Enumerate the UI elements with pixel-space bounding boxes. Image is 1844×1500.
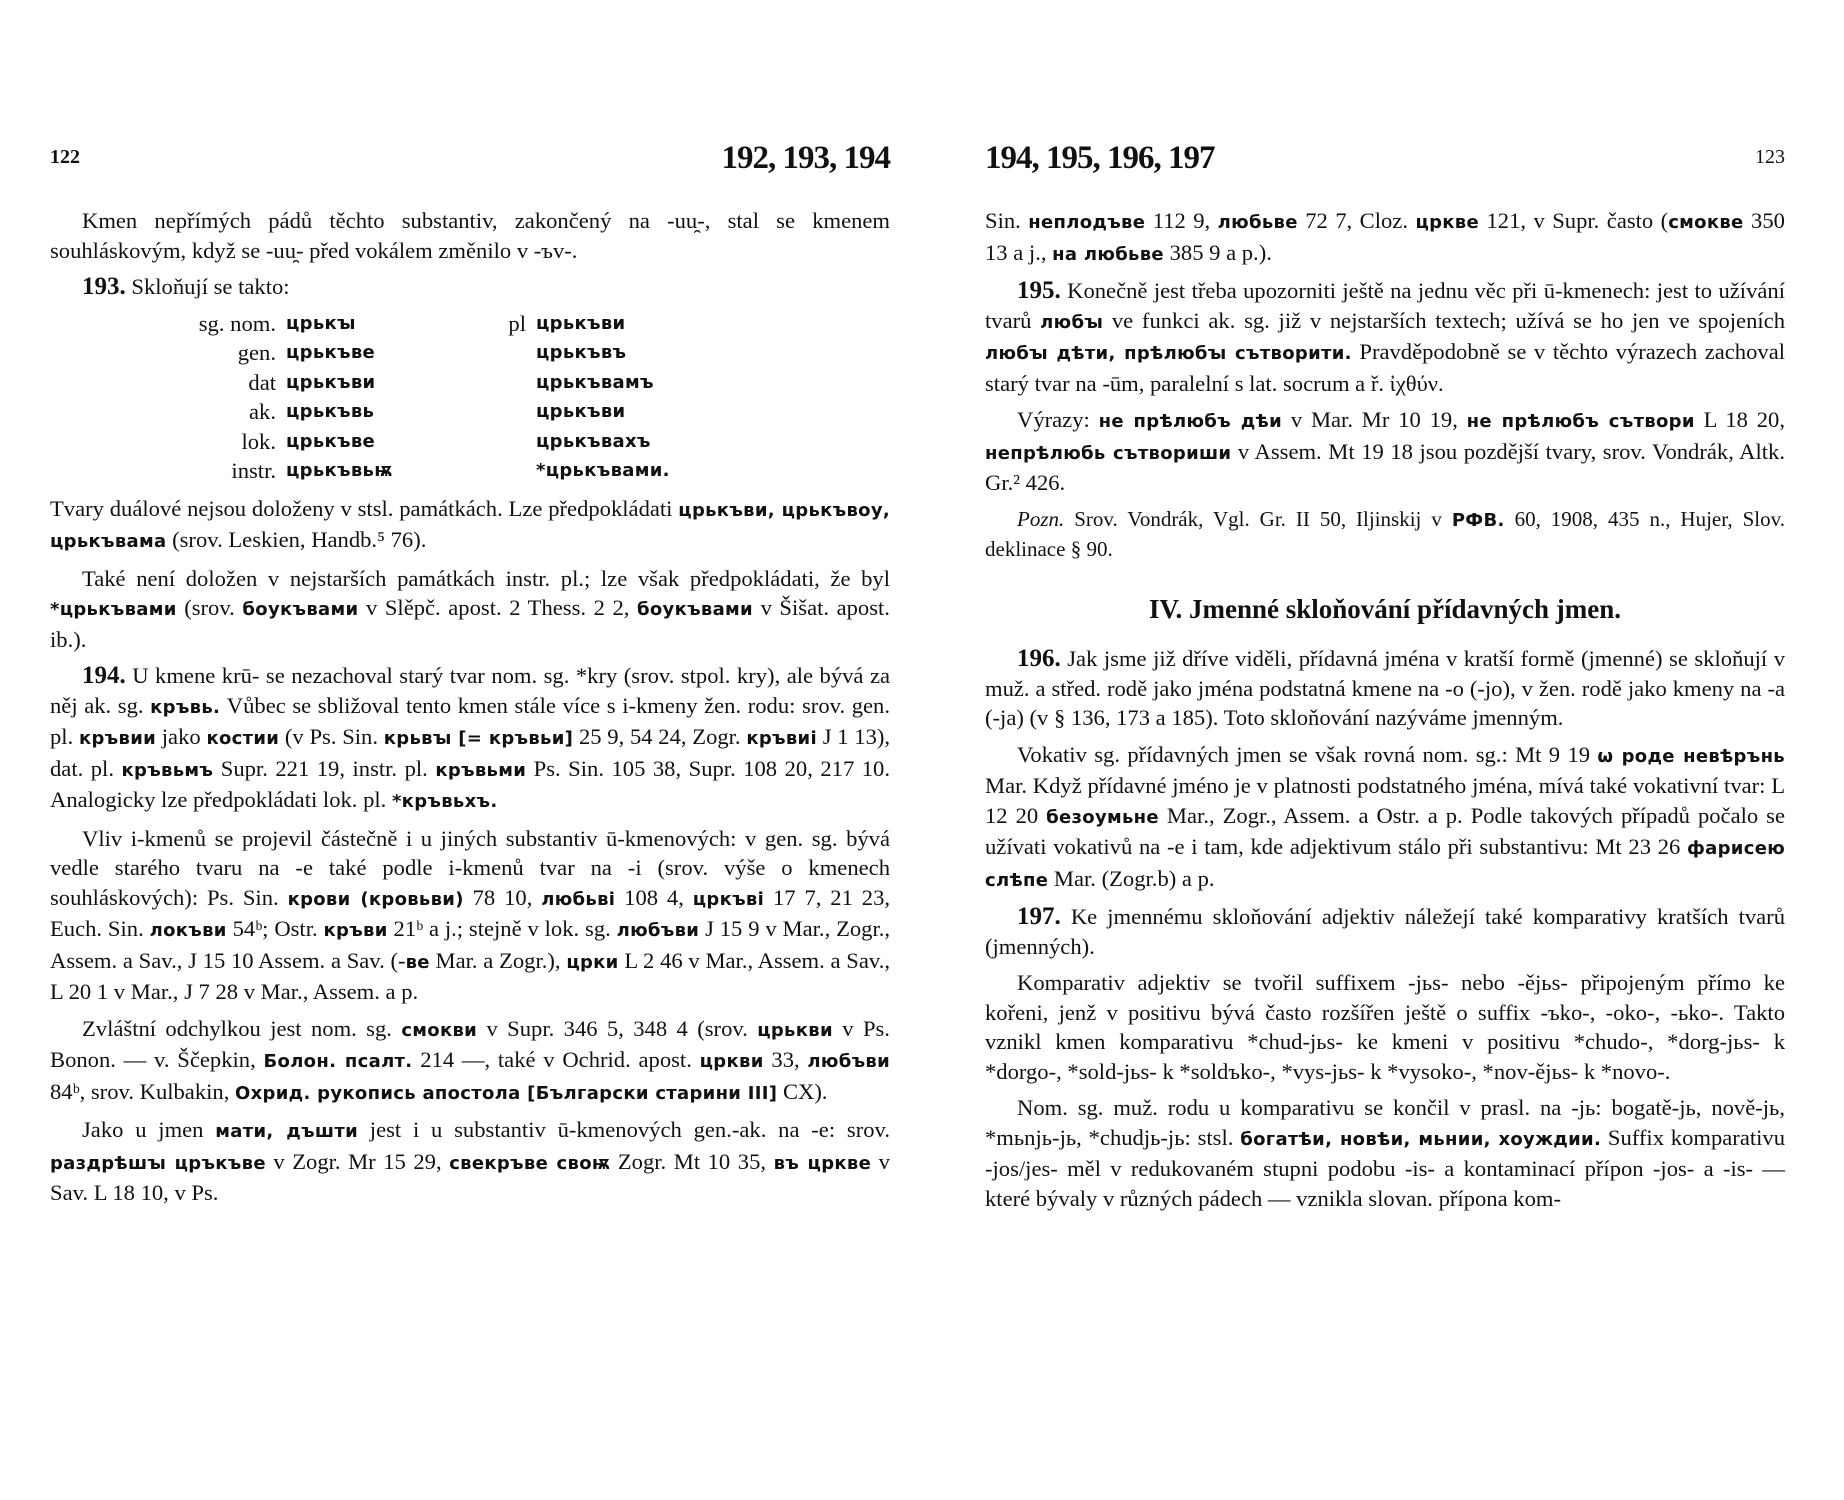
section-193: 193. Skloňují se takto: <box>82 273 290 300</box>
paragraph: Jako u jmen мати, дъшти jest i u substantiv ū-kmenových gen.-ak. na -e: srov. раздрѣшꙑ цръкъве v Zogr. Mr 15 29, свекръве своѭ Zogr. Mt 10 35, въ цркве v Sav. L 18 10, v Ps. <box>50 1117 891 1205</box>
singular-form: црькъве <box>286 430 376 452</box>
section-number: 196. <box>1017 645 1061 672</box>
plural-form: црькъви <box>536 312 626 334</box>
table-row <box>180 427 680 457</box>
section-range: 194, 195, 196, 197 <box>985 140 1215 176</box>
singular-form: црькꙑ <box>286 312 356 334</box>
case-label: gen. <box>237 340 276 365</box>
table-row <box>180 338 680 368</box>
table-row <box>180 368 680 398</box>
plural-form: црькъви <box>536 401 626 422</box>
section-number: 193. <box>82 273 126 300</box>
singular-form: црькъви <box>286 371 376 393</box>
paragraph: Výrazy: не прѣлюбъ дѣи v Mar. Mr 10 19, не прѣлюбъ сътвори L 18 20, непрѣлюбь сътвориши v Assem. Mt 19 18 jsou pozdější tvary, srov. Vondrák, Altk. Gr.² 426. <box>985 407 1785 495</box>
plural-form: црькъвамъ <box>536 371 654 393</box>
paragraph: Sin. неплодъве 112 9, любьве 72 7, Cloz. цркве 121, v Supr. často (смокве 350 13 a j., на любьве 385 9 a p.). <box>985 208 1785 265</box>
right-page <box>985 0 1785 1500</box>
section-195: 195. Konečně jest třeba upozorniti ještě na jednu věc při ū-kmenech: jest to užívání tvarů любꙑ ve funkci ak. sg. již v nejstarších textech; užívá se ho jen ve spojeních любꙑ дѣти, прѣлюбꙑ сътворити. Pravděpodobně se v těchto výrazech zachoval starý tvar na -ūm, paralelní s lat. socrum a ř. ἰχθύν. <box>985 277 1785 396</box>
paragraph: Vliv i-kmenů se projevil částečně i u jiných substantiv ū-kmenových: v gen. sg. bývá vedle starého tvaru na -e také podle i-kmenů tvar na -i (srov. výše o kmenech souhláskových): Ps. Sin. крови (кровьви) 78 10, любьві 108 4, цркъві 17 7, 21 23, Euch. Sin. локъви 54ᵇ; Ostr. кръви 21ᵇ a j.; stejně v lok. sg. любъви J 15 9 v Mar., Zogr., Assem. a Sav., J 15 10 Assem. a Sav. (-ве Mar. a Zogr.), црки L 2 46 v Mar., Assem. a Sav., L 20 1 v Mar., J 7 28 v Mar., Assem. a p. <box>50 825 891 1004</box>
section-number: 197. <box>1017 903 1061 930</box>
case-label: dat <box>248 369 276 395</box>
paragraph: Komparativ adjektiv se tvořil suffixem -jьs- nebo -ějьs- připojeným přímo ke kořeni, jenž v positivu bývá často rozšířen ještě o suffix -ъko-, -oko-, -ьko-. Takto vznikl kmen komparativu *chud-jьs- ke kmeni v positivu *chudo-, *dorg-jьs- k *dorgo-, *sold-jьs- k *soldъko-, *vys-jьs- k *vysoko-, *nov-ějьs- k *novo-. <box>985 970 1785 1084</box>
chapter-heading: IV. Jmenné skloňování přídavných jmen. <box>1148 593 1622 624</box>
right-page-body <box>985 206 1785 1220</box>
paragraph: Nom. sg. muž. rodu u komparativu se končil v prasl. na -jь: bogatě-jь, nově-jь, *mьnjь-jь, *chudjь-jь: stsl. богатѣи, новѣи, мьнии, хоуждии. Suffix komparativu -jos/jes- měl v redukovaném stupni podobu -is- a kontaminací přípon -jos- a -is- — které bývaly v různých pádech — vznikla slovan. přípona kom- <box>985 1095 1785 1211</box>
plural-form: *црькъвами. <box>536 460 670 481</box>
section-number: 195. <box>1017 277 1061 304</box>
singular-form: црькъвьѭ <box>286 460 393 481</box>
paragraph: Kmen nepřímých pádů těchto substantiv, zakončený na -uu̯-, stal se kmenem souhláskovým, když se -uu̯- před vokálem změnilo v -ъv-. <box>50 208 890 263</box>
plural-form: црькъвъ <box>536 342 627 363</box>
paragraph: Zvláštní odchylkou jest nom. sg. смокви v Supr. 346 5, 348 4 (srov. црькви v Ps. Bonon. — v. Ščepkin, Болон. псалт. 214 —, také v Ochrid. apost. цркви 33, любъви 84ᵇ, srov. Kulbakin, Охрид. рукопись апостола [Български старини III] CX). <box>50 1015 891 1104</box>
left-page <box>50 0 890 1500</box>
page-number: 123 <box>1755 146 1785 168</box>
table-row <box>180 309 680 339</box>
left-page-header <box>50 140 890 180</box>
singular-form: црькъвь <box>286 401 375 422</box>
section-range: 192, 193, 194 <box>721 140 890 176</box>
paragraph: Vokativ sg. přídavných jmen se však rovná nom. sg.: Mt 9 19 ѡ роде невѣрънь Mar. Když přídavné jméno je v platnosti podstatného jména, mívá také vokativní tvar: L 12 20 безоумьне Mar., Zogr., Assem. a Ostr. a p. Podle takových případů počalo se užívati vokativů na -e i tam, kde adjektivum stálo při substantivu: Mt 23 26 фарисею слѣпе Mar. (Zogr.b) a p. <box>985 741 1785 891</box>
page-number: 122 <box>50 146 80 168</box>
case-label: lok. <box>241 428 276 454</box>
plural-form: црькъвахъ <box>536 430 651 452</box>
table-row <box>180 456 680 486</box>
paragraph: Tvary duálové nejsou doloženy v stsl. památkách. Lze předpokládati црькъви, црькъвоу, црькъвама (srov. Leskien, Handb.⁵ 76). <box>50 495 891 552</box>
section-194: 194. U kmene krū- se nezachoval starý tvar nom. sg. *kry (srov. stpol. kry), ale bývá za něj ak. sg. кръвь. Vůbec se sbližoval tento kmen stále více s i-kmeny žen. rodu: srov. gen. pl. кръвии jako костии (v Ps. Sin. крьвꙑ [= кръвьи] 25 9, 54 24, Zogr. кръвиі J 1 13), dat. pl. кръвьмъ Supr. 221 19, instr. pl. кръвьми Ps. Sin. 105 38, Supr. 108 20, 217 10. Analogicky lze předpokládati lok. pl. *кръвьхъ. <box>50 662 891 812</box>
paragraph: Také není doložen v nejstarších památkách instr. pl.; lze však předpokládati, že byl *црькъвами (srov. боукъвами v Slěpč. apost. 2 Thess. 2 2, боукъвами v Šišat. apost. ib.). <box>50 565 890 652</box>
singular-form: црькъве <box>286 342 376 363</box>
section-197: 197. Ke jmennému skloňování adjektiv náležejí také komparativy kratších tvarů (jmenných). <box>985 903 1785 959</box>
plural-label: pl <box>508 310 526 336</box>
right-page-header <box>985 140 1785 180</box>
table-row <box>180 397 680 427</box>
section-number: 194. <box>82 662 126 689</box>
case-label: sg. nom. <box>198 310 276 336</box>
case-label: instr. <box>231 458 276 483</box>
case-label: ak. <box>249 399 276 424</box>
section-196: 196. Jak jsme již dříve viděli, přídavná jména v kratší formě (jmenné) se skloňují v muž. a střed. rodě jako jména podstatná kmene na -o (-jo), v žen. rodě jako kmeny na -a (-ja) (v § 136, 173 a 185). Toto skloňování nazýváme jmenným. <box>985 645 1785 730</box>
left-page-body <box>50 206 890 1215</box>
note: Pozn. Srov. Vondrák, Vgl. Gr. II 50, Iljinskij v РФВ. 60, 1908, 435 n., Hujer, Slov. deklinace § 90. <box>985 506 1786 561</box>
declension-table <box>180 309 680 486</box>
